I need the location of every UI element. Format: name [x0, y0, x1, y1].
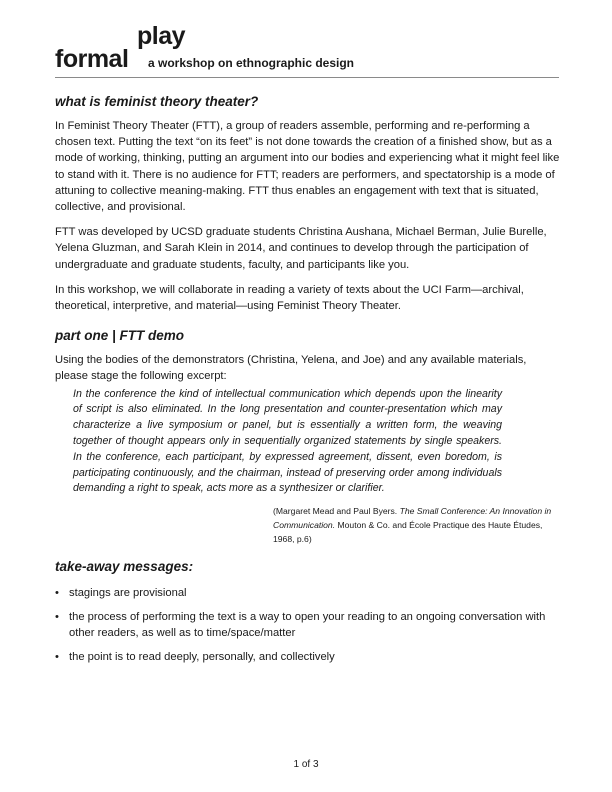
section-heading: part one | FTT demo — [55, 328, 185, 344]
section-heading: take-away messages: — [55, 558, 194, 574]
section-ftt-demo — [55, 328, 560, 546]
section-take-away — [55, 559, 560, 666]
workshop-subtitle: a workshop on ethnographic design — [148, 56, 355, 70]
paragraph: In Feminist Theory Theater (FTT), a group of readers assemble, performing and re-performing a chosen text. Putting the text “on its feet” is not done towards the creation of a finished show, but as a mode of working, thinking, putting an argument into our bodies and experiencing what it might feel like to stand with it. There is no audience for FTT; readers are performers, and spectatorship is a mode of attuning to collective meaning-making. FTT thus enables an engagement with text that is situated, collective, and provisional. — [55, 120, 560, 214]
section-heading: what is feminist theory theater? — [55, 94, 259, 109]
logo-play-text: play — [137, 22, 186, 50]
paragraph: Using the bodies of the demonstrators (Christina, Yelena, and Joe) and any available materials, please stage the following excerpt: — [55, 354, 527, 383]
paragraph: In this workshop, we will collaborate in reading a variety of texts about the UCI Farm—archival, theoretical, interpretive, and material—using Feminist Theory Theater. — [55, 283, 524, 313]
citation-authors: (Margaret Mead and Paul Byers. — [273, 506, 398, 517]
citation-title: The Small Conference: An Innovation in Communication. — [273, 506, 552, 531]
list-item: • stagings are provisional — [55, 585, 560, 601]
section-feminist-theory-theater — [55, 94, 560, 314]
page-content — [55, 94, 560, 673]
block-quote: In the conference the kind of intellectual communication which depends upon the linearity of script is also eliminated. In the long presentation and counter-presentation which may characterize a live symposium or panel, but is essentially a written form, the weaving together of thought appears only in sequentially organized statements by single speakers. In the conference, each participant, by expressed agreement, dissent, even boredom, is participating continuously, and the chairman, instead of preserving order among individuals demanding a right to speak, acts more as a synthesizer or clarifier. — [73, 387, 502, 495]
paragraph: FTT was developed by UCSD graduate students Christina Aushana, Michael Berman, Julie Burelle, Yelena Gluzman, and Sarah Klein in 2014, and continues to develop through the participation of undergraduate and graduate students, faculty, and participants like you. — [55, 226, 547, 271]
header-divider — [55, 77, 559, 78]
bullet-list — [55, 585, 560, 666]
workshop-logo — [55, 22, 375, 72]
list-item: • the point is to read deeply, personally, and collectively — [55, 649, 560, 665]
list-item: • the process of performing the text is a way to open your reading to an ongoing conversation with other readers, as well as to time/space/matter — [55, 609, 560, 641]
quote-citation — [273, 505, 560, 546]
page-number: 1 of 3 — [293, 759, 319, 770]
citation-publisher: Mouton & Co. and École Practique des Haute Études, 1968, p.6) — [273, 520, 543, 544]
logo-formal-text: formal — [55, 45, 129, 73]
